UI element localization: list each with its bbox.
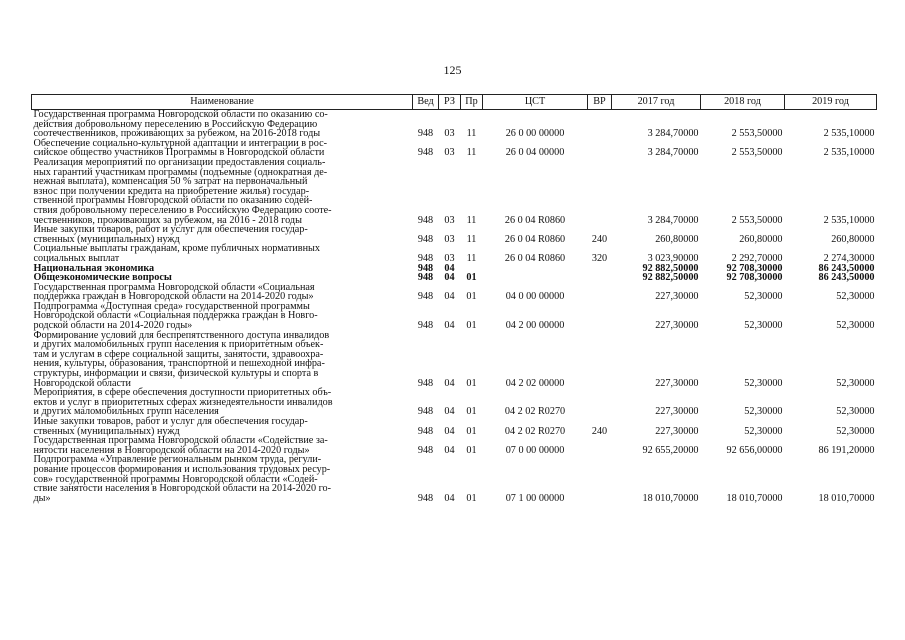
row-vr [588,158,612,225]
row-amount-2017: 3 284,70000 [647,214,699,226]
row-amount-2019: 86 243,50000 [818,272,875,284]
row-amount-2018: 52,30000 [744,377,783,389]
row-pr: 01 [466,444,477,456]
row-pr: 11 [466,233,477,245]
row-name: Иные закупки товаров, работ и услуг для обеспечения государ- ственных (муниципальных) нужд [33,224,308,245]
row-amount-2018: 92 708,30000 [726,272,783,284]
row-vr: 320 [591,252,608,264]
row-cst: 07 1 00 00000 [505,492,565,504]
row-vr [588,273,612,283]
row-cst [483,264,588,274]
row-cst [483,273,588,283]
table-row [32,436,877,455]
row-amount-2019: 2 535,10000 [823,128,875,140]
row-name: Иные закупки товаров, работ и услуг для обеспечения государ- ственных (муниципальных) нужд [33,416,308,437]
row-name: Обеспечение социально-культурной адаптации и интеграции в рос- сийское общество участников Программы в Новгородской области [33,137,328,159]
row-name: Формирование условий для беспрепятственного доступа инвалидов и других маломобильных групп населения к приоритетным объек- там и услугам в сфере социальной защиты, занятости, здравоохра- нения, культуры, образования, транспортной и пешеходной инфра- структуры, информации и связи, физической культуры и спорта в Новгородской области [33,329,330,389]
table-row [32,388,877,417]
row-name: Общеэкономические вопросы [33,272,172,284]
row-pr: 11 [466,252,477,264]
row-name: Реализация мероприятий по организации предоставления социаль- ных гарантий участникам программы (подъемные (однократная де- нежная выплата), компенсация 50 % затрат на первоначальный взнос при получении кредита на приобретение жилья) государ- ственной программы Новгородской области по оказанию содей- ствия добровольному переселению в Российскую Федерацию сооте- чественников, проживающих за рубежом, на 2016 - 2018 годы [33,156,332,226]
row-ved: 948 [417,320,434,332]
row-rz: 04 [444,444,455,456]
row-pr: 01 [466,272,477,284]
row-amount-2017: 227,30000 [655,377,699,389]
row-rz: 04 [444,377,455,389]
table-row [32,302,877,331]
row-amount-2019: 260,80000 [831,233,875,245]
column-header-2018: 2018 год [701,95,785,110]
row-ved: 948 [417,252,434,264]
row-pr: 01 [466,320,477,332]
row-amount-2017: 92 882,50000 [642,272,699,284]
row-pr: 01 [466,492,477,504]
row-name: Государственная программа Новгородской области «Социальная поддержка граждан в Новгородской области на 2014-2020 годы» [33,281,315,303]
row-amount-2017: 227,30000 [655,291,699,303]
row-cst: 04 2 02 R0270 [504,425,566,437]
row-amount-2019: 52,30000 [836,320,875,332]
row-pr: 01 [466,406,477,418]
table-header-row [32,95,877,110]
row-amount-2018: 52,30000 [744,425,783,437]
row-amount-2018: 2 553,50000 [731,128,783,140]
row-pr: 11 [466,147,477,159]
column-header-2019: 2019 год [785,95,877,110]
row-rz: 04 [444,406,455,418]
row-ved: 948 [417,425,434,437]
row-amount-2017: 18 010,70000 [642,492,699,504]
row-ved: 948 [417,214,434,226]
column-header-name: Наименование [32,95,413,110]
column-header-vr: ВР [588,95,612,110]
row-vr [588,302,612,331]
row-amount-2017: 92 655,20000 [642,444,699,456]
row-name: Государственная программа Новгородской области по оказанию со- действия добровольному переселению в Российскую Федерацию соотечественников, проживающих за рубежом, на 2016-2018 годы [33,109,328,140]
column-header-cst: ЦСТ [483,95,588,110]
row-vr [588,455,612,503]
row-ved: 948 [417,492,434,504]
row-name: Государственная программа Новгородской области «Содействие за- нятости населения в Новгородской области на 2014-2020 годы» [33,435,328,456]
row-amount-2018: 2 553,50000 [731,147,783,159]
row-vr [588,331,612,389]
row-cst: 26 0 00 00000 [505,128,565,140]
row-ved: 948 [417,291,434,303]
row-amount-2017: 92 882,50000 [642,262,699,274]
row-amount-2018: 52,30000 [744,406,783,418]
row-amount-2019: 2 274,30000 [823,252,875,264]
row-rz: 04 [444,320,455,332]
row-pr: 11 [466,214,477,226]
row-amount-2019: 52,30000 [836,406,875,418]
row-vr [588,388,612,417]
row-amount-2017: 3 023,90000 [647,252,699,264]
row-ved: 948 [417,406,434,418]
row-name: Подпрограмма «Доступная среда» государственной программы Новгородской области «Социальная поддержка граждан в Новго- родской области на 2014-2020 годы» [33,300,318,332]
column-header-rz: РЗ [439,95,461,110]
row-ved: 948 [417,272,434,284]
table-body [32,110,877,504]
row-rz: 03 [444,214,455,226]
page-number: 125 [443,63,462,77]
row-name: Подпрограмма «Управление региональным рынком труда, регули- рование процессов формирования и использования трудовых ресур- сов» государственной программы Новгородской области «Содей- ствие занятости населения в Новгородской области на 2014-2020 го- ды» [33,454,331,504]
table-row [32,110,877,139]
row-cst: 04 0 00 00000 [505,291,565,303]
row-amount-2018: 52,30000 [744,291,783,303]
row-cst: 26 0 04 00000 [505,147,565,159]
row-name: Национальная экономика [33,262,155,274]
row-amount-2018: 2 292,70000 [731,252,783,264]
row-vr [588,110,612,139]
table-row [32,244,877,263]
row-ved: 948 [417,444,434,456]
row-rz: 03 [444,233,455,245]
row-name: Социальные выплаты гражданам, кроме публичных нормативных социальных выплат [33,243,320,264]
row-cst: 04 2 02 00000 [505,377,565,389]
row-ved: 948 [417,233,434,245]
row-amount-2017: 3 284,70000 [647,147,699,159]
row-vr [588,283,612,302]
row-pr: 11 [466,128,477,140]
table-row [32,158,877,225]
row-amount-2019: 18 010,70000 [818,492,875,504]
row-amount-2019: 52,30000 [836,291,875,303]
budget-table [31,94,877,503]
row-amount-2017: 227,30000 [655,425,699,437]
row-cst: 07 0 00 00000 [505,444,565,456]
row-amount-2019: 86 243,50000 [818,262,875,274]
row-amount-2018: 92 708,30000 [726,262,783,274]
row-rz: 04 [444,262,455,274]
row-ved: 948 [417,262,434,274]
row-cst: 26 0 04 R0860 [504,252,566,264]
table-row [32,417,877,436]
table-row [32,225,877,244]
row-amount-2019: 86 191,20000 [818,444,875,456]
row-rz: 04 [444,272,455,284]
row-rz: 04 [444,291,455,303]
row-name: Мероприятия, в сфере обеспечения доступности приоритетных объ- ектов и услуг в приоритетных сферах жизнедеятельности инвалидов и других маломобильных групп населения [33,387,333,418]
row-rz: 03 [444,252,455,264]
row-rz: 04 [444,492,455,504]
row-amount-2019: 2 535,10000 [823,147,875,159]
row-vr [588,436,612,455]
table-row [32,283,877,302]
column-header-2017: 2017 год [612,95,701,110]
row-amount-2018: 52,30000 [744,320,783,332]
row-amount-2017: 3 284,70000 [647,128,699,140]
column-header-ved: Вед [413,95,439,110]
column-header-pr: Пр [461,95,483,110]
table-row [32,139,877,158]
row-ved: 948 [417,147,434,159]
row-amount-2019: 52,30000 [836,377,875,389]
row-amount-2019: 52,30000 [836,425,875,437]
row-rz: 03 [444,128,455,140]
row-amount-2017: 260,80000 [655,233,699,245]
row-amount-2017: 227,30000 [655,406,699,418]
row-amount-2018: 2 553,50000 [731,214,783,226]
row-cst: 04 2 02 R0270 [504,406,566,418]
row-pr: 01 [466,425,477,437]
row-amount-2018: 260,80000 [739,233,783,245]
row-amount-2018: 18 010,70000 [726,492,783,504]
row-pr: 01 [466,377,477,389]
row-vr [588,139,612,158]
row-cst: 26 0 04 R0860 [504,214,566,226]
row-amount-2017: 227,30000 [655,320,699,332]
table-row [32,455,877,503]
row-amount-2018: 92 656,00000 [726,444,783,456]
row-cst: 26 0 04 R0860 [504,233,566,245]
row-vr: 240 [591,425,608,437]
row-vr [588,264,612,274]
row-vr: 240 [591,233,608,245]
row-cst: 04 2 00 00000 [505,320,565,332]
row-pr: 01 [466,291,477,303]
row-ved: 948 [417,377,434,389]
row-ved: 948 [417,128,434,140]
row-rz: 03 [444,147,455,159]
row-rz: 04 [444,425,455,437]
row-amount-2019: 2 535,10000 [823,214,875,226]
table-row [32,331,877,389]
